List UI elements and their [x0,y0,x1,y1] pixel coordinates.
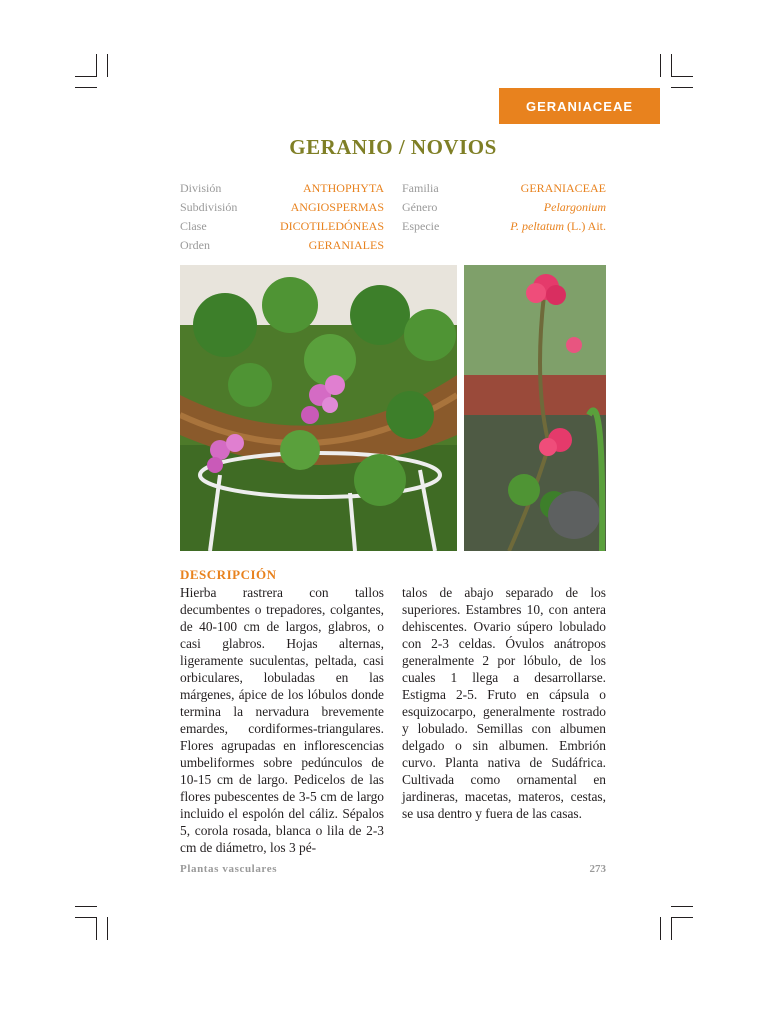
taxonomy-value: GERANIALES [308,238,384,252]
taxonomy-label: Orden [180,238,210,252]
photo-upright-plant [464,265,606,551]
taxonomy-row [402,198,606,217]
photo-upright-plant-image [464,265,606,551]
taxonomy-label: Clase [180,219,207,233]
taxonomy-label: Género [402,200,438,214]
taxonomy-right [402,179,606,236]
taxonomy-row [180,179,384,198]
taxonomy-row [180,236,384,255]
taxonomy-label: División [180,181,222,195]
taxonomy-value: ANGIOSPERMAS [290,200,384,214]
description-column-2: talos de abajo separado de los superiores. Estambres 10, con antera dehiscentes. Ovario súpero lobulado con 2-3 celdas. Óvulos anátropos generalmente 2 por lóbulo, de los cuales 1 llega a desarrollarse. Estigma 2-5. Fruto en cápsula o esquizocarpo, generalmente rostrado y lobulado. Semillas con albumen delgado o sin albumen. Embrión curvo. Planta nativa de Sudáfrica. Cultivada como ornamental en jardineras, macetas, materos, cestas, se usa dentro y fuera de las casas. [402,585,606,821]
description-column-1: Hierba rastrera con tallos decumbentes o trepadores, colgantes, de 40-100 cm de largos, glabros, o casi glabros. Hojas alternas, ligeramente suculentas, peltada, casi orbiculares, lobuladas en las márgenes, ápice de los lóbulos donde termina la nervadura brevemente emardes, cordiformes-triangulares. Flores agrupadas en inflorescencias umbeliformes sobre pedúnculos de 10-15 cm de largo. Pedicelos de las flores pubescentes de 3-5 cm de largo incluido el espolón del cáliz. Sépalos 5, corola rosada, blanca o lila de 2-3 cm de diámetro, los 3 pé- [180,585,384,855]
taxonomy-value: DICOTILEDÓNEAS [280,219,384,233]
photo-hanging-basket [180,265,457,551]
family-tab: GERANIACEAE [499,88,660,124]
species-name: P. peltatum [510,219,564,233]
taxonomy-left [180,179,384,255]
taxonomy-value [510,217,606,236]
taxonomy-value: GERANIACEAE [520,181,606,195]
taxonomy-row [402,217,606,236]
description-heading: DESCRIPCIÓN [180,567,277,582]
genus-name: Pelargonium [543,200,606,214]
taxonomy-value: ANTHOPHYTA [302,181,384,195]
species-authority: (L.) Ait. [567,219,606,233]
photo-hanging-basket-image [180,265,457,551]
page-number: 273 [589,863,606,875]
footer-section: Plantas vasculares [180,863,278,875]
taxonomy-label: Familia [402,181,439,195]
taxonomy-label: Especie [402,219,440,233]
taxonomy-label: Subdivisión [180,200,238,214]
taxonomy-row [180,217,384,236]
page-title: GERANIO / NOVIOS [289,135,497,159]
taxonomy-value [544,198,606,217]
taxonomy-row [402,179,606,198]
taxonomy-row [180,198,384,217]
